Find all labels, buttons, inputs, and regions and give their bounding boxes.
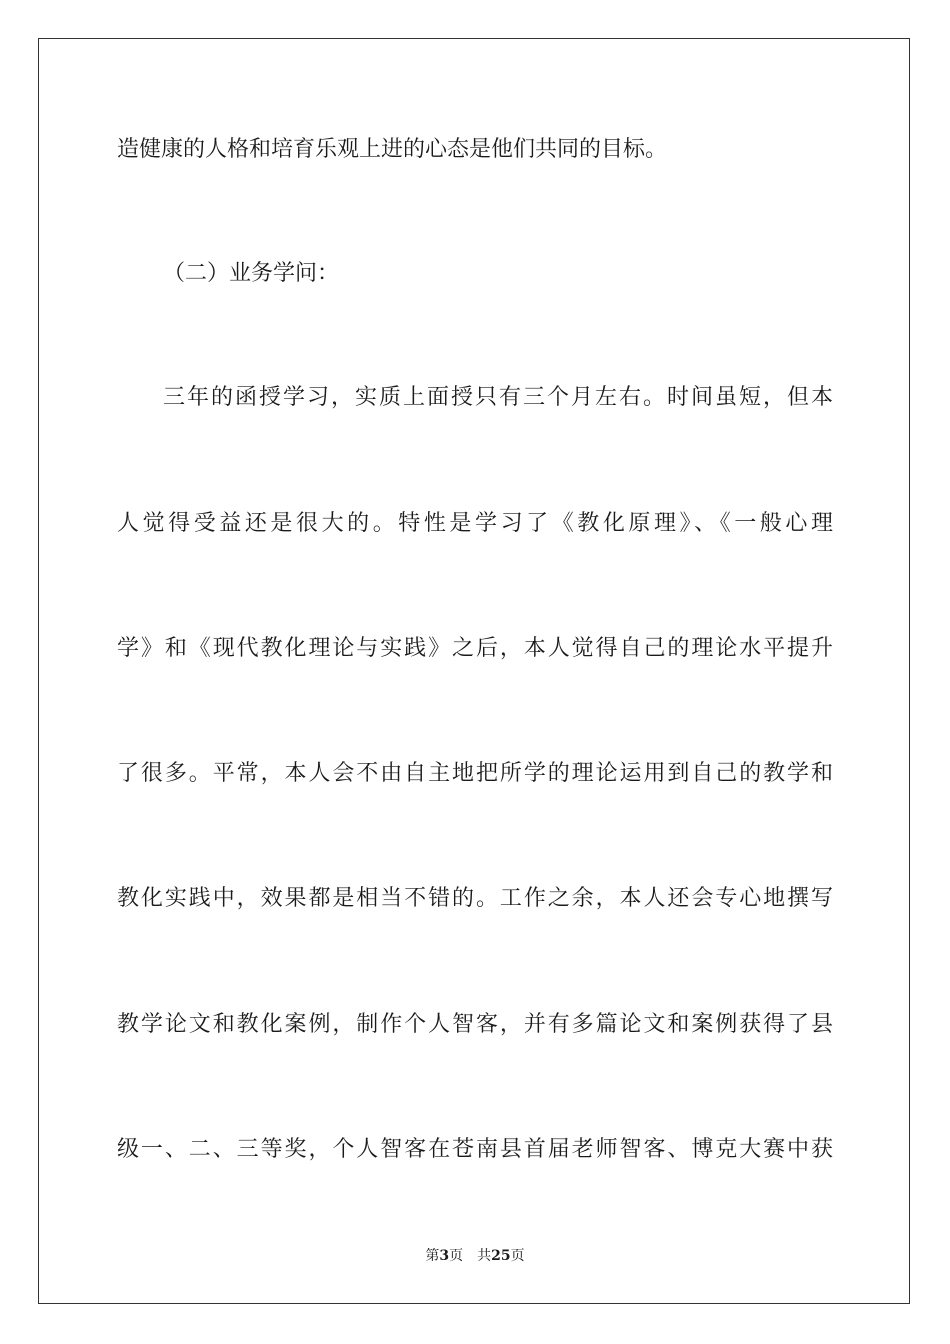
footer-total-prefix: 共 xyxy=(477,1248,492,1264)
footer-page-suffix: 页 xyxy=(449,1248,464,1264)
page-border xyxy=(38,38,910,1304)
body-line-1: 造健康的人格和培育乐观上进的心态是他们共同的目标。 xyxy=(117,137,668,162)
body-line-6: 了很多。平常，本人会不由自主地把所学的理论运用到自己的教学和 xyxy=(117,761,833,786)
footer-page-number: 3 xyxy=(439,1248,450,1264)
footer-page-prefix: 第 xyxy=(425,1248,440,1264)
body-line-8: 教学论文和教化案例，制作个人智客，并有多篇论文和案例获得了县 xyxy=(117,1012,833,1037)
footer-total-pages: 25 xyxy=(491,1248,511,1264)
body-line-9: 级一、二、三等奖，个人智客在苍南县首届老师智客、博克大赛中获 xyxy=(117,1137,833,1162)
section-heading: （二）业务学问： xyxy=(163,261,340,286)
body-line-7: 教化实践中，效果都是相当不错的。工作之余，本人还会专心地撰写 xyxy=(117,886,833,911)
body-line-5: 学》和《现代教化理论与实践》之后，本人觉得自己的理论水平提升 xyxy=(117,636,833,661)
body-line-3: 三年的函授学习，实质上面授只有三个月左右。时间虽短，但本 xyxy=(163,385,833,410)
page-footer xyxy=(0,1247,950,1265)
body-line-4: 人觉得受益还是很大的。特性是学习了《教化原理》、《一般心理 xyxy=(117,511,833,536)
footer-total-suffix: 页 xyxy=(510,1248,525,1264)
